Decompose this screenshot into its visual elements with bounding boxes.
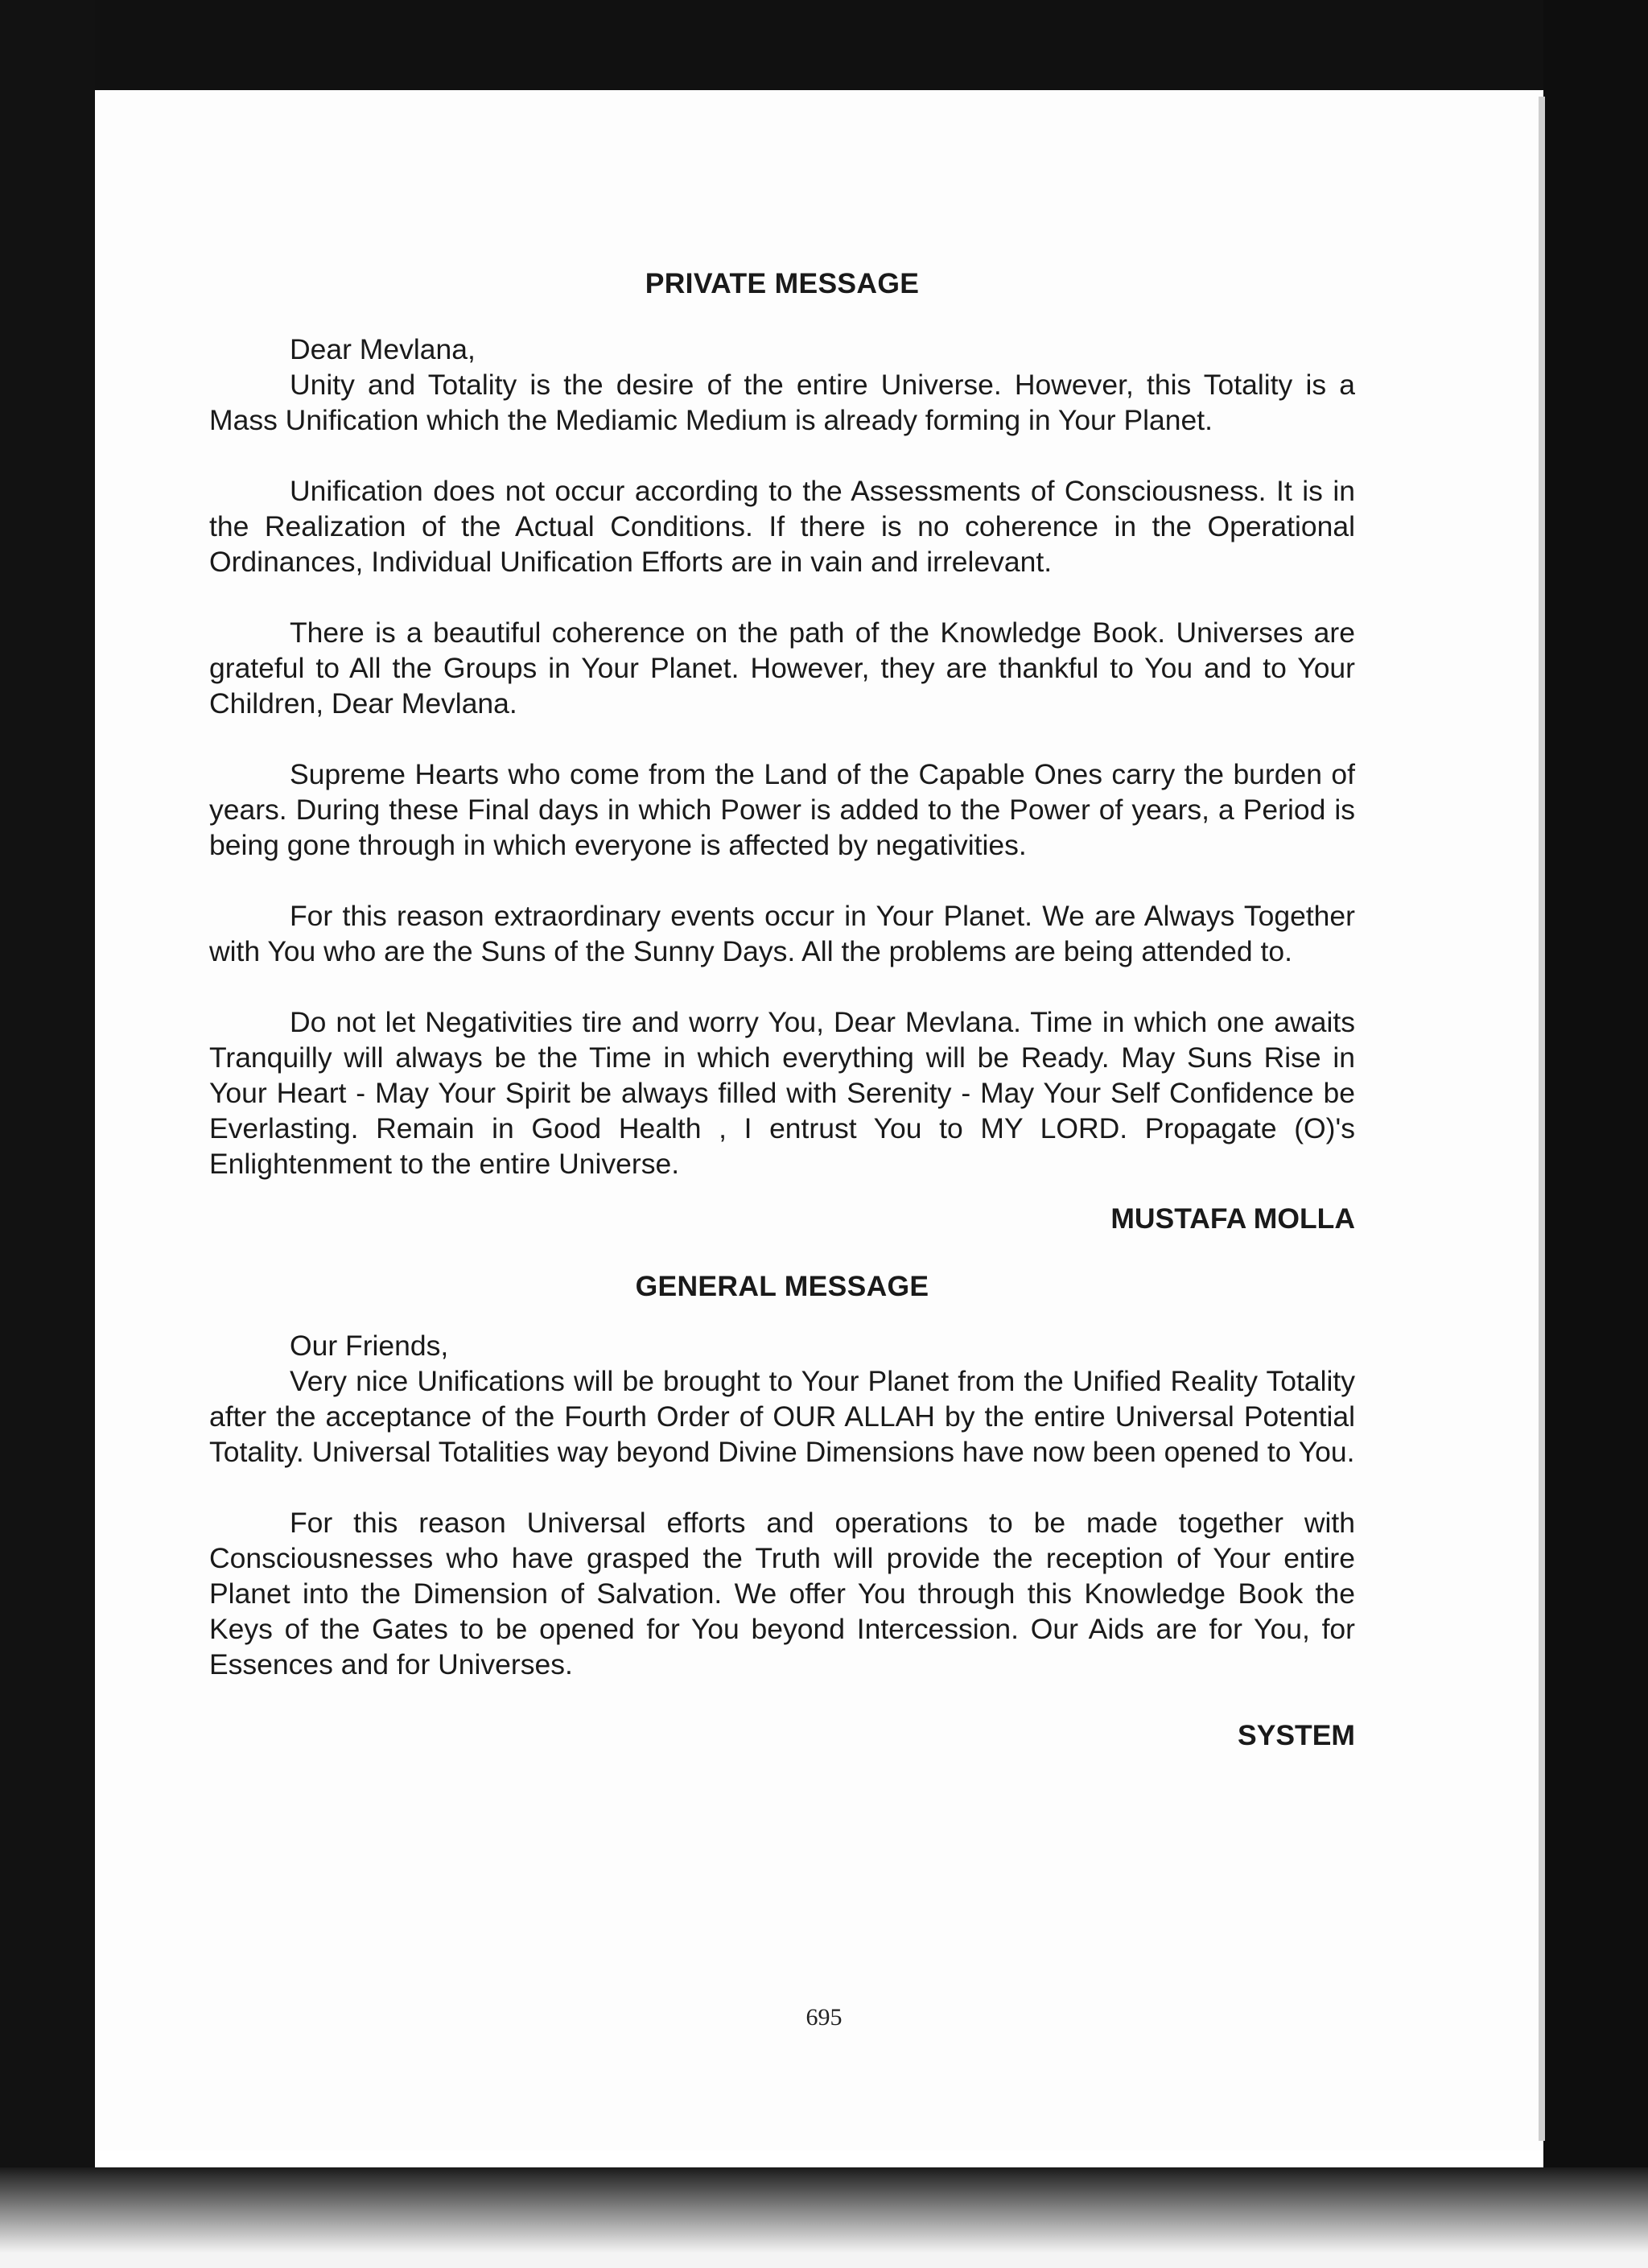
scan-border-left (0, 0, 95, 2268)
private-message-paragraph: Do not let Negativities tire and worry You, Dear Mevlana. Time in which one awaits Tranquilly will always be the Time in which everything will be Ready. May Suns Rise in Your Heart - May Your Spirit be always filled with Serenity - May Your Self Confidence be Everlasting. Remain in Good Health , I entrust You to MY LORD. Propagate (O)'s Enlightenment to the entire Universe. (209, 1006, 1355, 1180)
private-message-heading: PRIVATE MESSAGE (645, 267, 920, 299)
page-edge (1539, 97, 1545, 2141)
scan-border-right (1543, 0, 1648, 2268)
private-message-paragraph: For this reason extraordinary events occur in Your Planet. We are Always Together with You who are the Suns of the Sunny Days. All the problems are being attended to. (209, 900, 1355, 967)
private-message-salutation: Dear Mevlana, (290, 333, 476, 365)
page-content (209, 266, 1355, 1788)
general-message-section (209, 1268, 1355, 1753)
page-number: 695 (805, 2004, 843, 2031)
general-message-signature: SYSTEM (1238, 1719, 1355, 1751)
private-message-paragraph: There is a beautiful coherence on the path of the Knowledge Book. Universes are grateful to All the Groups in Your Planet. However, they are thankful to You and to Your Children, Dear Mevlana. (209, 616, 1355, 720)
general-message-paragraph: For this reason Universal efforts and operations to be made together with Consciousnesses who have grasped the Truth will provide the reception of Your entire Planet into the Dimension of Salvation. We offer You through this Knowledge Book the Keys of the Gates to be opened for You beyond Intercession. Our Aids are for You, for Essences and for Universes. (209, 1507, 1355, 1680)
general-message-salutation: Our Friends, (290, 1330, 449, 1362)
general-message-paragraph: Very nice Unifications will be brought to Your Planet from the Unified Reality Totality after the acceptance of the Fourth Order of OUR ALLAH by the entire Universal Potential Totality. Universal Totalities way beyond Divine Dimensions have now been opened to You. (209, 1365, 1355, 1468)
private-message-section (209, 266, 1355, 1236)
private-message-paragraph: Unity and Totality is the desire of the entire Universe. However, this Totality is a Mass Unification which the Mediamic Medium is already forming in Your Planet. (209, 369, 1355, 436)
private-message-paragraph: Supreme Hearts who come from the Land of the Capable Ones carry the burden of years. During these Final days in which Power is added to the Power of years, a Period is being gone through in which everyone is affected by negativities. (209, 758, 1355, 861)
scan-border-top (0, 0, 1648, 90)
scan-border-bottom (0, 2167, 1648, 2268)
private-message-signature: MUSTAFA MOLLA (1110, 1202, 1355, 1235)
private-message-paragraph: Unification does not occur according to the Assessments of Consciousness. It is in the Realization of the Actual Conditions. If there is no coherence in the Operational Ordinances, Individual Unification Efforts are in vain and irrelevant. (209, 475, 1355, 578)
general-message-heading: GENERAL MESSAGE (635, 1270, 929, 1302)
